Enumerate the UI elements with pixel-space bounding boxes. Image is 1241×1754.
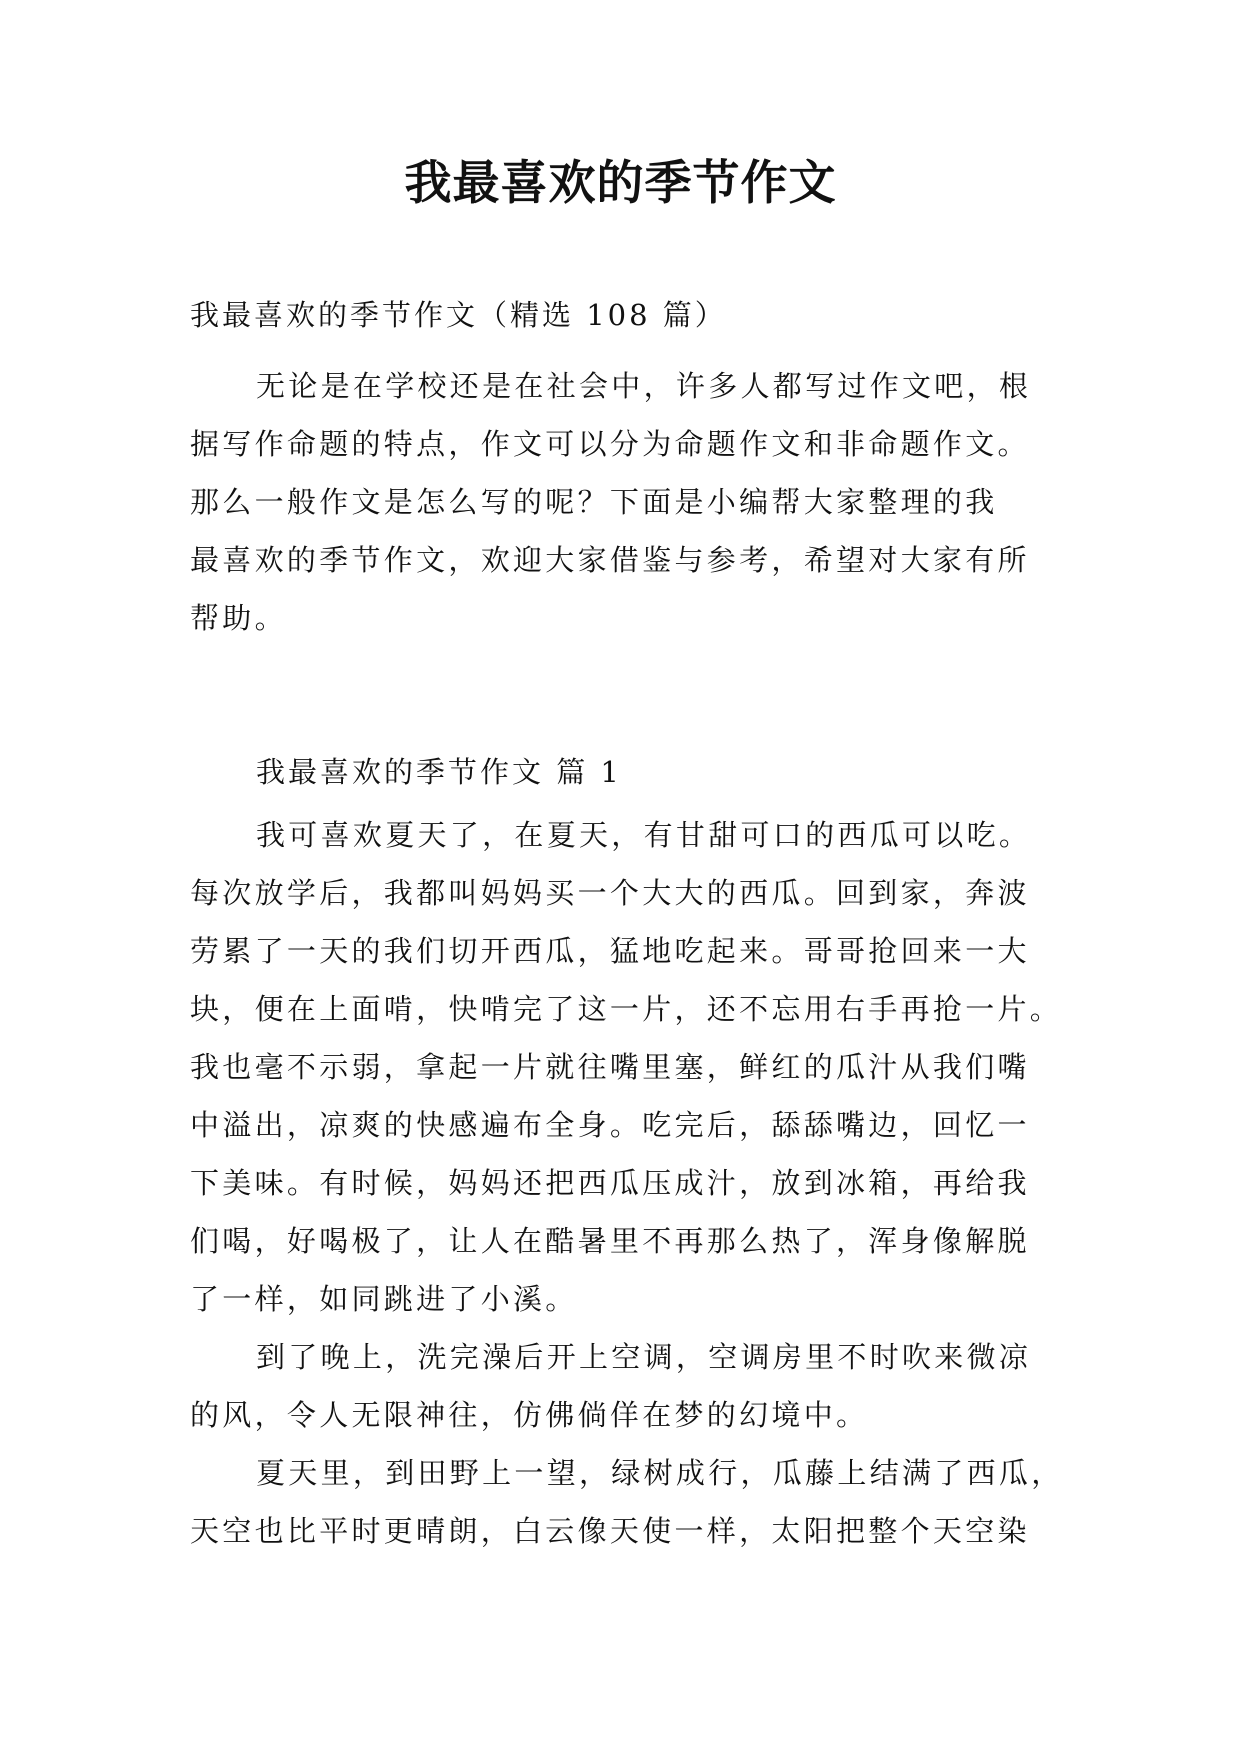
paragraph-line: 劳累了一天的我们切开西瓜，猛地吃起来。哥哥抢回来一大 xyxy=(190,934,1030,968)
section-heading-block xyxy=(190,743,1070,801)
paragraph-line: 下美味。有时候，妈妈还把西瓜压成汁，放到冰箱，再给我 xyxy=(190,1166,1030,1200)
paragraph-line: 天空也比平时更晴朗，白云像天使一样，太阳把整个天空染 xyxy=(190,1514,1030,1548)
paragraph-line: 据写作命题的特点，作文可以分为命题作文和非命题作文。 xyxy=(190,427,1030,461)
body-paragraph-3 xyxy=(190,1444,1070,1560)
paragraph-line: 的风，令人无限神往，仿佛倘佯在梦的幻境中。 xyxy=(190,1398,869,1432)
intro-paragraph xyxy=(190,357,1070,647)
paragraph-line: 块，便在上面啃，快啃完了这一片，还不忘用右手再抢一片。 xyxy=(190,992,1063,1026)
section-heading: 我最喜欢的季节作文 篇 1 xyxy=(256,755,622,789)
paragraph-line: 每次放学后，我都叫妈妈买一个大大的西瓜。回到家，奔波 xyxy=(190,876,1030,910)
paragraph-line: 了一样，如同跳进了小溪。 xyxy=(190,1282,578,1316)
paragraph-line: 夏天里，到田野上一望，绿树成行，瓜藤上结满了西瓜， xyxy=(256,1456,1064,1490)
document-title: 我最喜欢的季节作文 xyxy=(404,156,837,211)
paragraph-line: 我也毫不示弱，拿起一片就往嘴里塞，鲜红的瓜汁从我们嘴 xyxy=(190,1050,1030,1084)
paragraph-line: 到了晚上，洗完澡后开上空调，空调房里不时吹来微凉 xyxy=(256,1340,1032,1374)
body-paragraph-1 xyxy=(190,806,1070,1328)
paragraph-line: 最喜欢的季节作文，欢迎大家借鉴与参考，希望对大家有所 xyxy=(190,543,1030,577)
paragraph-line: 们喝，好喝极了，让人在酷暑里不再那么热了，浑身像解脱 xyxy=(190,1224,1030,1258)
body-paragraph-2 xyxy=(190,1328,1070,1444)
paragraph-line: 那么一般作文是怎么写的呢？下面是小编帮大家整理的我 xyxy=(190,485,998,519)
paragraph-line: 无论是在学校还是在社会中，许多人都写过作文吧，根 xyxy=(256,369,1032,403)
paragraph-line: 中溢出，凉爽的快感遍布全身。吃完后，舔舔嘴边，回忆一 xyxy=(190,1108,1030,1142)
paragraph-line: 我可喜欢夏天了，在夏天，有甘甜可口的西瓜可以吃。 xyxy=(256,818,1032,852)
paragraph-line: 帮助。 xyxy=(190,601,287,635)
document-subtitle: 我最喜欢的季节作文（精选 108 篇） xyxy=(190,298,727,332)
